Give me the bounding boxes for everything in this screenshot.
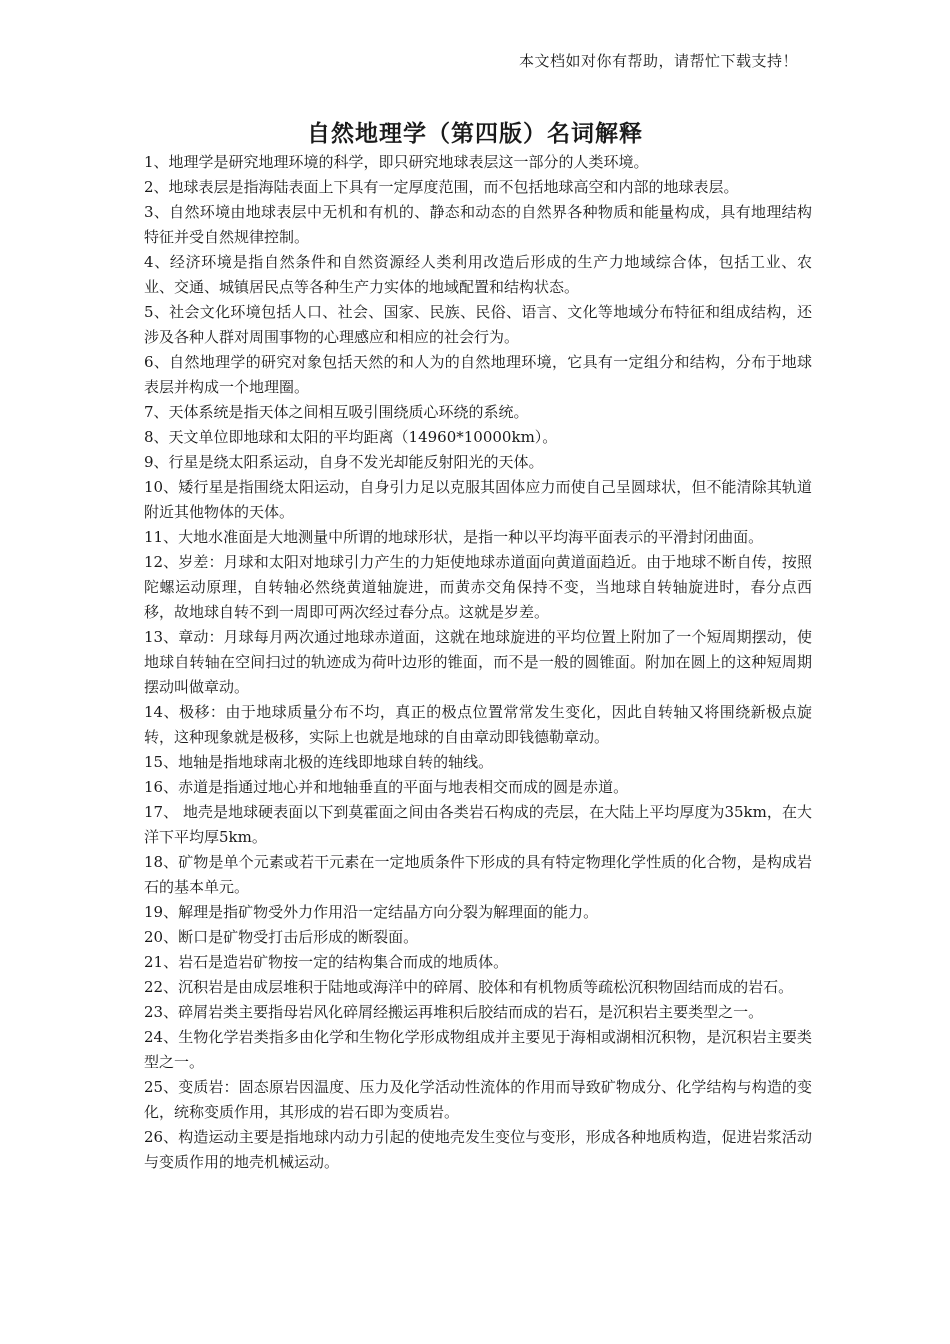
definition-item: 9、行星是绕太阳系运动，自身不发光却能反射阳光的天体。 bbox=[144, 453, 544, 471]
header-note: 本文档如对你有帮助，请帮忙下载支持！ bbox=[518, 52, 798, 70]
definition-item: 10、矮行星是指围绕太阳运动，自身引力足以克服其固体应力而使自己呈圆球状，但不能清除其轨道附近其他物体的天体。 bbox=[144, 478, 812, 521]
definition-item: 26、构造运动主要是指地球内动力引起的使地壳发生变位与变形，形成各种地质构造，促进岩浆活动与变质作用的地壳机械运动。 bbox=[144, 1128, 812, 1171]
definition-item: 20、断口是矿物受打击后形成的断裂面。 bbox=[144, 928, 419, 946]
definition-item: 11、大地水准面是大地测量中所谓的地球形状，是指一种以平均海平面表示的平滑封闭曲面。 bbox=[144, 528, 764, 546]
definition-item: 5、社会文化环境包括人口、社会、国家、民族、民俗、语言、文化等地域分布特征和组成结构，还涉及各种人群对周围事物的心理感应和相应的社会行为。 bbox=[144, 303, 812, 346]
definition-item: 14、极移：由于地球质量分布不均，真正的极点位置常常发生变化，因此自转轴又将围绕新极点旋转，这种现象就是极移，实际上也就是地球的自由章动即钱德勒章动。 bbox=[144, 703, 812, 746]
definition-item: 3、自然环境由地球表层中无机和有机的、静态和动态的自然界各种物质和能量构成，具有地理结构特征并受自然规律控制。 bbox=[144, 203, 812, 246]
definition-item: 15、地轴是指地球南北极的连线即地球自转的轴线。 bbox=[144, 753, 494, 771]
definition-item: 12、岁差：月球和太阳对地球引力产生的力矩使地球赤道面向黄道面趋近。由于地球不断自传，按照陀螺运动原理，自转轴必然绕黄道轴旋进，而黄赤交角保持不变，当地球自转轴旋进时，春分点西移，故地球自转不到一周即可两次经过春分点。这就是岁差。 bbox=[144, 553, 812, 621]
definition-item: 23、碎屑岩类主要指母岩风化碎屑经搬运再堆积后胶结而成的岩石，是沉积岩主要类型之一。 bbox=[144, 1003, 764, 1021]
definition-item: 4、经济环境是指自然条件和自然资源经人类利用改造后形成的生产力地域综合体，包括工业、农业、交通、城镇居民点等各种生产力实体的地域配置和结构状态。 bbox=[144, 253, 812, 296]
document-title: 自然地理学（第四版）名词解释 bbox=[307, 120, 643, 148]
definition-item: 17、 地壳是地球硬表面以下到莫霍面之间由各类岩石构成的壳层，在大陆上平均厚度为35km，在大洋下平均厚5km。 bbox=[144, 803, 812, 846]
definition-item: 2、地球表层是指海陆表面上下具有一定厚度范围，而不包括地球高空和内部的地球表层。 bbox=[144, 178, 739, 196]
definition-item: 1、地理学是研究地理环境的科学，即只研究地球表层这一部分的人类环境。 bbox=[144, 153, 649, 171]
definition-item: 7、天体系统是指天体之间相互吸引围绕质心环绕的系统。 bbox=[144, 403, 529, 421]
definition-item: 6、自然地理学的研究对象包括天然的和人为的自然地理环境，它具有一定组分和结构，分布于地球表层并构成一个地理圈。 bbox=[144, 353, 812, 396]
definition-item: 19、解理是指矿物受外力作用沿一定结晶方向分裂为解理面的能力。 bbox=[144, 903, 599, 921]
definition-list bbox=[144, 150, 812, 1175]
definition-item: 13、章动：月球每月两次通过地球赤道面，这就在地球旋进的平均位置上附加了一个短周期摆动，使地球自转轴在空间扫过的轨迹成为荷叶边形的锥面，而不是一般的圆锥面。附加在圆上的这种短周期摆动叫做章动。 bbox=[144, 628, 812, 696]
definition-item: 16、赤道是指通过地心并和地轴垂直的平面与地表相交而成的圆是赤道。 bbox=[144, 778, 629, 796]
definition-item: 8、天文单位即地球和太阳的平均距离（14960*10000km）。 bbox=[144, 428, 558, 446]
definition-item: 22、沉积岩是由成层堆积于陆地或海洋中的碎屑、胶体和有机物质等疏松沉积物固结而成的岩石。 bbox=[144, 978, 794, 996]
definition-item: 24、生物化学岩类指多由化学和生物化学形成物组成并主要见于海相或湖相沉积物，是沉积岩主要类型之一。 bbox=[144, 1028, 812, 1071]
definition-item: 18、矿物是单个元素或若干元素在一定地质条件下形成的具有特定物理化学性质的化合物，是构成岩石的基本单元。 bbox=[144, 853, 812, 896]
definition-item: 25、变质岩：固态原岩因温度、压力及化学活动性流体的作用而导致矿物成分、化学结构与构造的变化，统称变质作用，其形成的岩石即为变质岩。 bbox=[144, 1078, 812, 1121]
definition-item: 21、岩石是造岩矿物按一定的结构集合而成的地质体。 bbox=[144, 953, 509, 971]
